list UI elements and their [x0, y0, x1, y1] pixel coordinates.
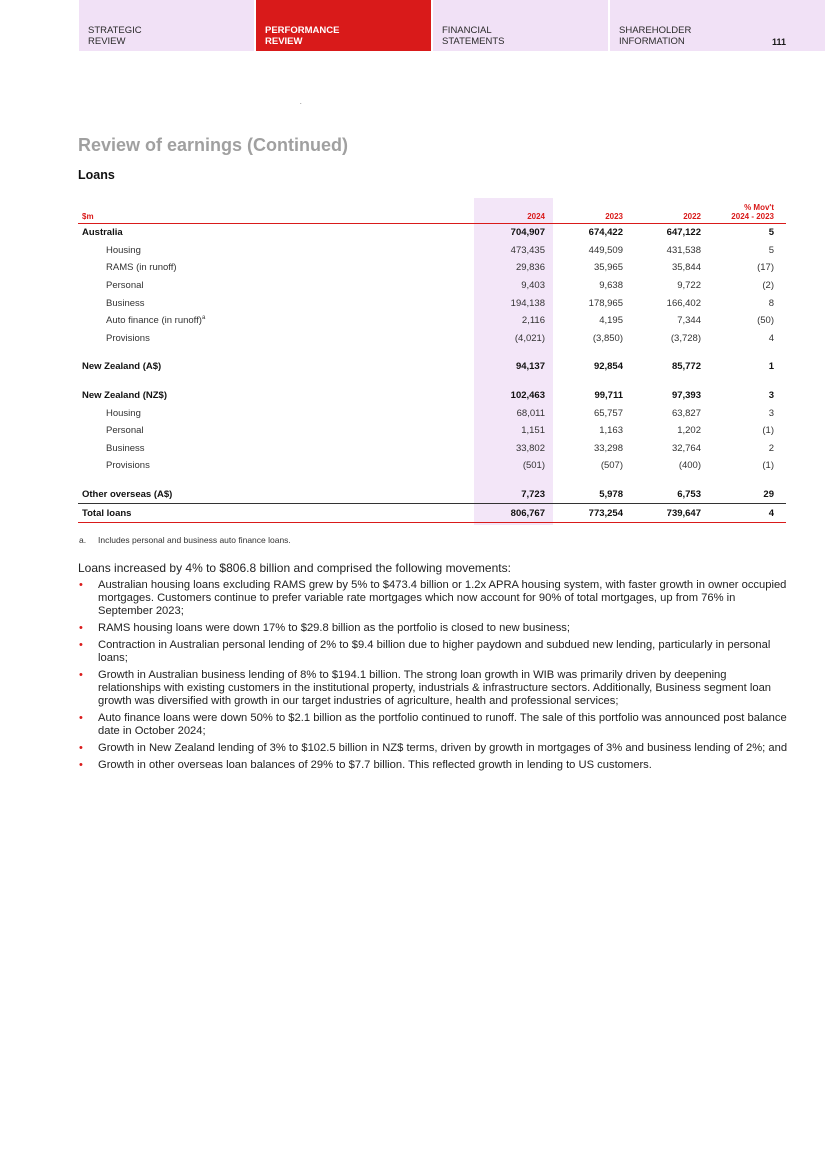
table-row	[78, 294, 786, 312]
header-2024: 2024	[527, 212, 545, 221]
section-title: Loans	[78, 168, 115, 182]
cell-2024: 102,463	[510, 390, 545, 402]
row-label: New Zealand (NZ$)	[82, 390, 167, 402]
tab-financial-statements[interactable]	[433, 0, 608, 51]
list-item	[78, 579, 788, 618]
header-unit: $m	[82, 212, 94, 221]
cell-movement: 5	[768, 244, 774, 256]
tab-label-line1: PERFORMANCE	[265, 25, 340, 36]
cell-2024: (501)	[522, 460, 545, 472]
footnote-text: Includes personal and business auto finance loans.	[98, 535, 291, 545]
cell-2022: (400)	[678, 460, 701, 472]
cell-2024: 7,723	[521, 489, 545, 501]
cell-2023: 674,422	[588, 227, 623, 239]
list-item	[78, 742, 788, 755]
cell-2022: 35,844	[671, 262, 701, 274]
table-row	[78, 224, 786, 242]
cell-2022: 431,538	[666, 244, 701, 256]
commentary-bullet-list	[78, 579, 788, 776]
row-label: Total loans	[82, 507, 132, 519]
list-item	[78, 622, 788, 635]
cell-movement: 1	[768, 361, 774, 373]
row-label: RAMS (in runoff)	[106, 262, 177, 274]
cell-movement: 3	[768, 407, 774, 419]
table-row	[78, 259, 786, 277]
row-label: New Zealand (A$)	[82, 361, 162, 373]
cell-2024: 704,907	[510, 227, 545, 239]
table-row	[78, 457, 786, 475]
tab-label-line1: SHAREHOLDER	[619, 25, 692, 36]
cell-movement: 2	[768, 442, 774, 454]
header-movement-line2: 2024 - 2023	[731, 212, 774, 221]
cell-movement: 5	[768, 227, 774, 239]
row-spacer	[78, 347, 786, 358]
row-label: Australia	[82, 227, 123, 239]
table-row	[78, 404, 786, 422]
bullet-icon: •	[79, 712, 83, 724]
cell-2024: 68,011	[516, 407, 545, 419]
cell-2023: (507)	[600, 460, 623, 472]
table-row	[78, 422, 786, 440]
cell-2022: 63,827	[671, 407, 701, 419]
stray-dot: .	[300, 100, 302, 106]
table-total-row	[78, 503, 786, 523]
list-item	[78, 639, 788, 665]
cell-2022: 647,122	[666, 227, 701, 239]
cell-2023: 1,163	[599, 425, 623, 437]
table-row	[78, 486, 786, 504]
section-nav	[79, 0, 825, 51]
cell-2024: (4,021)	[514, 332, 545, 344]
bullet-icon: •	[79, 669, 83, 681]
cell-2024: 9,403	[521, 280, 545, 292]
cell-2023: 99,711	[594, 390, 623, 402]
cell-2022: (3,728)	[670, 332, 701, 344]
cell-2024: 1,151	[521, 425, 545, 437]
page-title: Review of earnings (Continued)	[78, 135, 349, 155]
table-row	[78, 277, 786, 295]
tab-strategic-review[interactable]	[79, 0, 254, 51]
cell-2022: 85,772	[671, 361, 701, 373]
row-label-with-footnote	[78, 315, 474, 326]
table-footnote	[79, 535, 291, 545]
row-label: Business	[106, 297, 145, 309]
table-row	[78, 242, 786, 260]
cell-2022: 739,647	[666, 507, 701, 519]
footnote-marker: a	[201, 315, 206, 322]
cell-2023: 33,298	[593, 442, 623, 454]
cell-movement: 8	[768, 297, 774, 309]
cell-2023: 92,854	[593, 361, 623, 373]
header-movement-line1: % Mov't	[744, 203, 774, 212]
bullet-icon: •	[79, 622, 83, 634]
row-label: Auto finance (in runoff)	[106, 315, 202, 327]
tab-label-line1: STRATEGIC	[88, 25, 142, 36]
list-item	[78, 669, 788, 708]
row-label: Personal	[106, 280, 144, 292]
cell-movement: 29	[763, 489, 774, 501]
row-spacer	[78, 376, 786, 387]
cell-2022: 6,753	[677, 489, 701, 501]
cell-2023: 9,638	[599, 280, 623, 292]
header-2023: 2023	[605, 212, 623, 221]
cell-2023: 449,509	[588, 244, 623, 256]
cell-2023: 773,254	[588, 507, 623, 519]
cell-2022: 1,202	[677, 425, 701, 437]
list-item	[78, 712, 788, 738]
footnote-letter: a.	[79, 535, 87, 545]
tab-label-line2: REVIEW	[88, 36, 126, 47]
list-item	[78, 759, 788, 772]
cell-2023: (3,850)	[592, 332, 623, 344]
cell-2023: 35,965	[593, 262, 623, 274]
cell-movement: 4	[768, 332, 774, 344]
row-label: Provisions	[106, 332, 150, 344]
row-label: Provisions	[106, 460, 150, 472]
bullet-icon: •	[79, 639, 83, 651]
bullet-text: Growth in New Zealand lending of 3% to $102.5 billion in NZ$ terms, driven by growth in mortgages of 3% and business lending of 2%; and	[98, 742, 788, 754]
cell-movement: (50)	[757, 315, 774, 327]
cell-2023: 5,978	[599, 489, 623, 501]
table-row	[78, 387, 786, 405]
cell-2023: 65,757	[593, 407, 623, 419]
table-row	[78, 330, 786, 348]
table-header-row	[78, 198, 786, 224]
cell-2023: 178,965	[588, 297, 623, 309]
cell-2023: 4,195	[599, 315, 623, 327]
cell-2022: 9,722	[677, 280, 701, 292]
cell-movement: 3	[768, 390, 774, 402]
cell-2022: 97,393	[671, 390, 701, 402]
row-label: Personal	[106, 425, 144, 437]
cell-2022: 32,764	[671, 442, 701, 454]
cell-2022: 166,402	[666, 297, 701, 309]
cell-movement: (1)	[762, 460, 774, 472]
cell-movement: 4	[768, 507, 774, 519]
cell-2024: 2,116	[521, 315, 545, 327]
tab-label-line1: FINANCIAL	[442, 25, 492, 36]
cell-2024: 806,767	[510, 507, 545, 519]
bullet-icon: •	[79, 759, 83, 771]
cell-2024: 194,138	[510, 297, 545, 309]
bullet-icon: •	[79, 579, 83, 591]
bullet-text: Growth in Australian business lending of 8% to $194.1 billion. The strong loan growth in WIB was primarily driven by deepening relationships with existing customers in the institutional property, industrials & infrastructure sectors. Additionally, Business segment loan growth was diversified with growth in our target industries of agriculture, health and professional services;	[98, 669, 772, 707]
bullet-text: Auto finance loans were down 50% to $2.1 billion as the portfolio continued to runoff. The sale of this portfolio was announced post balance date in October 2024;	[98, 712, 787, 737]
cell-movement: (17)	[757, 262, 774, 274]
header-2022: 2022	[683, 212, 701, 221]
cell-2024: 473,435	[510, 244, 545, 256]
bullet-text: Contraction in Australian personal lending of 2% to $9.4 billion due to higher paydown and subdued new lending, particularly in personal loans;	[98, 639, 771, 664]
loans-table	[78, 198, 786, 523]
tab-label-line2: REVIEW	[265, 36, 303, 47]
cell-movement: (2)	[762, 280, 774, 292]
tab-label-line2: INFORMATION	[619, 36, 685, 47]
table-row	[78, 312, 786, 330]
row-label: Business	[106, 442, 145, 454]
bullet-icon: •	[79, 742, 83, 754]
bullet-text: RAMS housing loans were down 17% to $29.8 billion as the portfolio is closed to new business;	[98, 622, 571, 634]
tab-performance-review[interactable]	[256, 0, 431, 51]
cell-2024: 33,802	[515, 442, 545, 454]
header-movement	[701, 203, 778, 221]
bullet-text: Growth in other overseas loan balances of 29% to $7.7 billion. This reflected growth in lending to US customers.	[98, 759, 652, 771]
row-label: Other overseas (A$)	[82, 489, 173, 501]
cell-movement: (1)	[762, 425, 774, 437]
cell-2022: 7,344	[677, 315, 701, 327]
tab-shareholder-information[interactable]	[610, 0, 825, 51]
row-label: Housing	[106, 407, 141, 419]
row-label: Housing	[106, 244, 141, 256]
cell-2024: 94,137	[515, 361, 545, 373]
page-number: 111	[771, 37, 786, 47]
table-row	[78, 358, 786, 376]
tab-label-line2: STATEMENTS	[442, 36, 505, 47]
row-spacer	[78, 475, 786, 486]
bullet-text: Australian housing loans excluding RAMS grew by 5% to $473.4 billion or 1.2x APRA housing system, with faster growth in owner occupied mortgages. Customers continue to prefer variable rate mortgages which now account for 90% of total mortgages, up from 76% in September 2023;	[98, 579, 787, 617]
table-row	[78, 440, 786, 458]
cell-2024: 29,836	[515, 262, 545, 274]
commentary-intro: Loans increased by 4% to $806.8 billion and comprised the following movements:	[78, 561, 511, 575]
